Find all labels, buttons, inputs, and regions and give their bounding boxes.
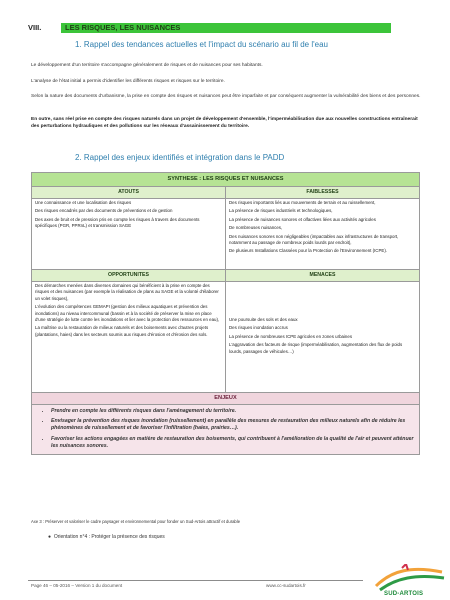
- list-item: L'évolution des compétences GEMAPI (gestion des milieux aquatiques et prévention des inondations) au niveau intercommunal (bassin et à la société de préserver la mise en place d'une stratégie de lutte contre les inondations et lier avec la protection des ressources en eau),: [35, 304, 220, 323]
- list-item: L'aggravation des facteurs de risque (imperméabilisation, augmentation des flux de poids lourds, passages de véhicules…): [229, 342, 403, 354]
- list-item: Des risques encadrés par des documents de préventions et de gestion: [35, 208, 173, 214]
- paragraph: Le développement d'un territoire s'accompagne généralement de risques et de nuisances pour ses habitants.: [31, 63, 263, 68]
- faiblesses-cell: [226, 199, 420, 270]
- bullet-icon: ●: [48, 534, 54, 540]
- enjeu-item: • Prendre en compte les différents risques dans l'aménagement du territoire.: [51, 408, 416, 415]
- enjeu-item: • Favoriser les actions engagées en matière de restauration des boisements, qui contribuent à l'amélioration de la qualité de l'air et peuvent atténuer les nuisances sonores.: [51, 436, 416, 450]
- opportunites-cell: [32, 282, 226, 393]
- section-title: [28, 23, 388, 33]
- opportunites-header: OPPORTUNITES: [32, 270, 226, 282]
- list-item: Des démarches menées dans diverses domaines qui bénéficient à la prise en compte des risques et des nuisances (par exemple la réalisation de plans au SAGE et la volonté d'élaborer un volet risques),: [35, 283, 219, 301]
- paragraph: Selon la nature des documents d'urbanisme, la prise en compte des risques et nuisances peut être imparfaite et par conséquent augmenter la vulnérabilité des biens et des personnes.: [31, 94, 421, 99]
- enjeu-item: • Envisager la prévention des risques inondation (ruissellement) en parallèle des mesures de restauration des milieux naturels afin de réduire les phénomènes de ruissellement et de favoriser l'infiltration (haies, prairies…).: [51, 418, 416, 432]
- list-item: De plusieurs Installations Classées pour la Protection de l'Environnement (ICPE).: [229, 248, 388, 254]
- list-item: Une connaissance et une localisation des risques: [35, 200, 132, 205]
- axis-caption: Axe 3 : Préserver et valoriser le cadre paysager et environnemental pour fonder un Sud-Artois attractif et durable: [31, 519, 241, 524]
- list-item: Des risques importants liés aux mouvements de terrain et au ruissellement,: [229, 200, 376, 205]
- footer-page-info: Page 46 – 05-2016 – Version 1 du document: [31, 583, 123, 588]
- table-title: SYNTHESE : LES RISQUES ET NUISANCES: [32, 173, 420, 187]
- list-item: La présence de nombreuses ICPE agricoles en zones urbaines: [229, 333, 353, 339]
- list-item: La maîtrise ou la restauration de milieux naturels et des boisements avec d'autres projets (plantations, haies) dans les secteurs soumis aux risques d'érosion et d'érosion des sols.: [35, 325, 209, 337]
- orientation-bullet: ● Orientation n°4 : Protéger la présence des risques: [48, 534, 165, 540]
- list-item: La présence de nuisances sonores et olfactives liées aux activités agricoles: [229, 216, 376, 222]
- menaces-header: MENACES: [226, 270, 420, 282]
- list-item: Des nuisances sonores non négligeables (impactables aux infrastructures de transport, notamment au passage de nombreux poids lourds par endroit),: [229, 233, 399, 246]
- heading-1: 1. Rappel des tendances actuelles et l'impact du scénario au fil de l'eau: [75, 40, 328, 49]
- footer-divider: [28, 580, 363, 581]
- list-item: Des risques inondation accrus: [229, 325, 288, 331]
- list-item: Des axes de bruit et de pression pris en compte les risques à travers des documents spécifiques (PGR, PPRnL) et transmission SAGE: [35, 216, 200, 229]
- list-item: De nombreuses nuisances,: [229, 225, 283, 231]
- logo-text: SUD-ARTOIS: [384, 591, 424, 597]
- paragraph: L'analyse de l'état initial a permis d'identifier les différents risques et risques sur le territoire.: [31, 79, 225, 84]
- enjeux-header: ENJEUX: [32, 393, 420, 405]
- faiblesses-header: FAIBLESSES: [226, 187, 420, 199]
- atouts-header: ATOUTS: [32, 187, 226, 199]
- list-item: La présence de risques industriels et technologiques,: [229, 208, 333, 214]
- section-title-bar: LES RISQUES, LES NUISANCES: [61, 23, 391, 33]
- menaces-cell: [226, 282, 420, 393]
- atouts-cell: [32, 199, 226, 270]
- section-number: VIII.: [28, 23, 42, 32]
- heading-2: 2. Rappel des enjeux identifiés et intégration dans le PADD: [75, 153, 285, 162]
- list-item: Une poursuite des sols et des eaux: [229, 316, 298, 322]
- synthesis-table: [31, 172, 420, 455]
- enjeux-cell: [32, 405, 420, 455]
- paragraph: En outre, sans réel prise en compte des risques naturels dans un projet de développement d'ensemble, l'imperméabilisation due aux nouvelles constructions entraînerait des perturbations hydrauliques et des pollutions sur les réseaux d'assainissement du territoire.: [31, 117, 418, 129]
- footer-website-link[interactable]: www.cc-sudartois.fr: [266, 583, 306, 588]
